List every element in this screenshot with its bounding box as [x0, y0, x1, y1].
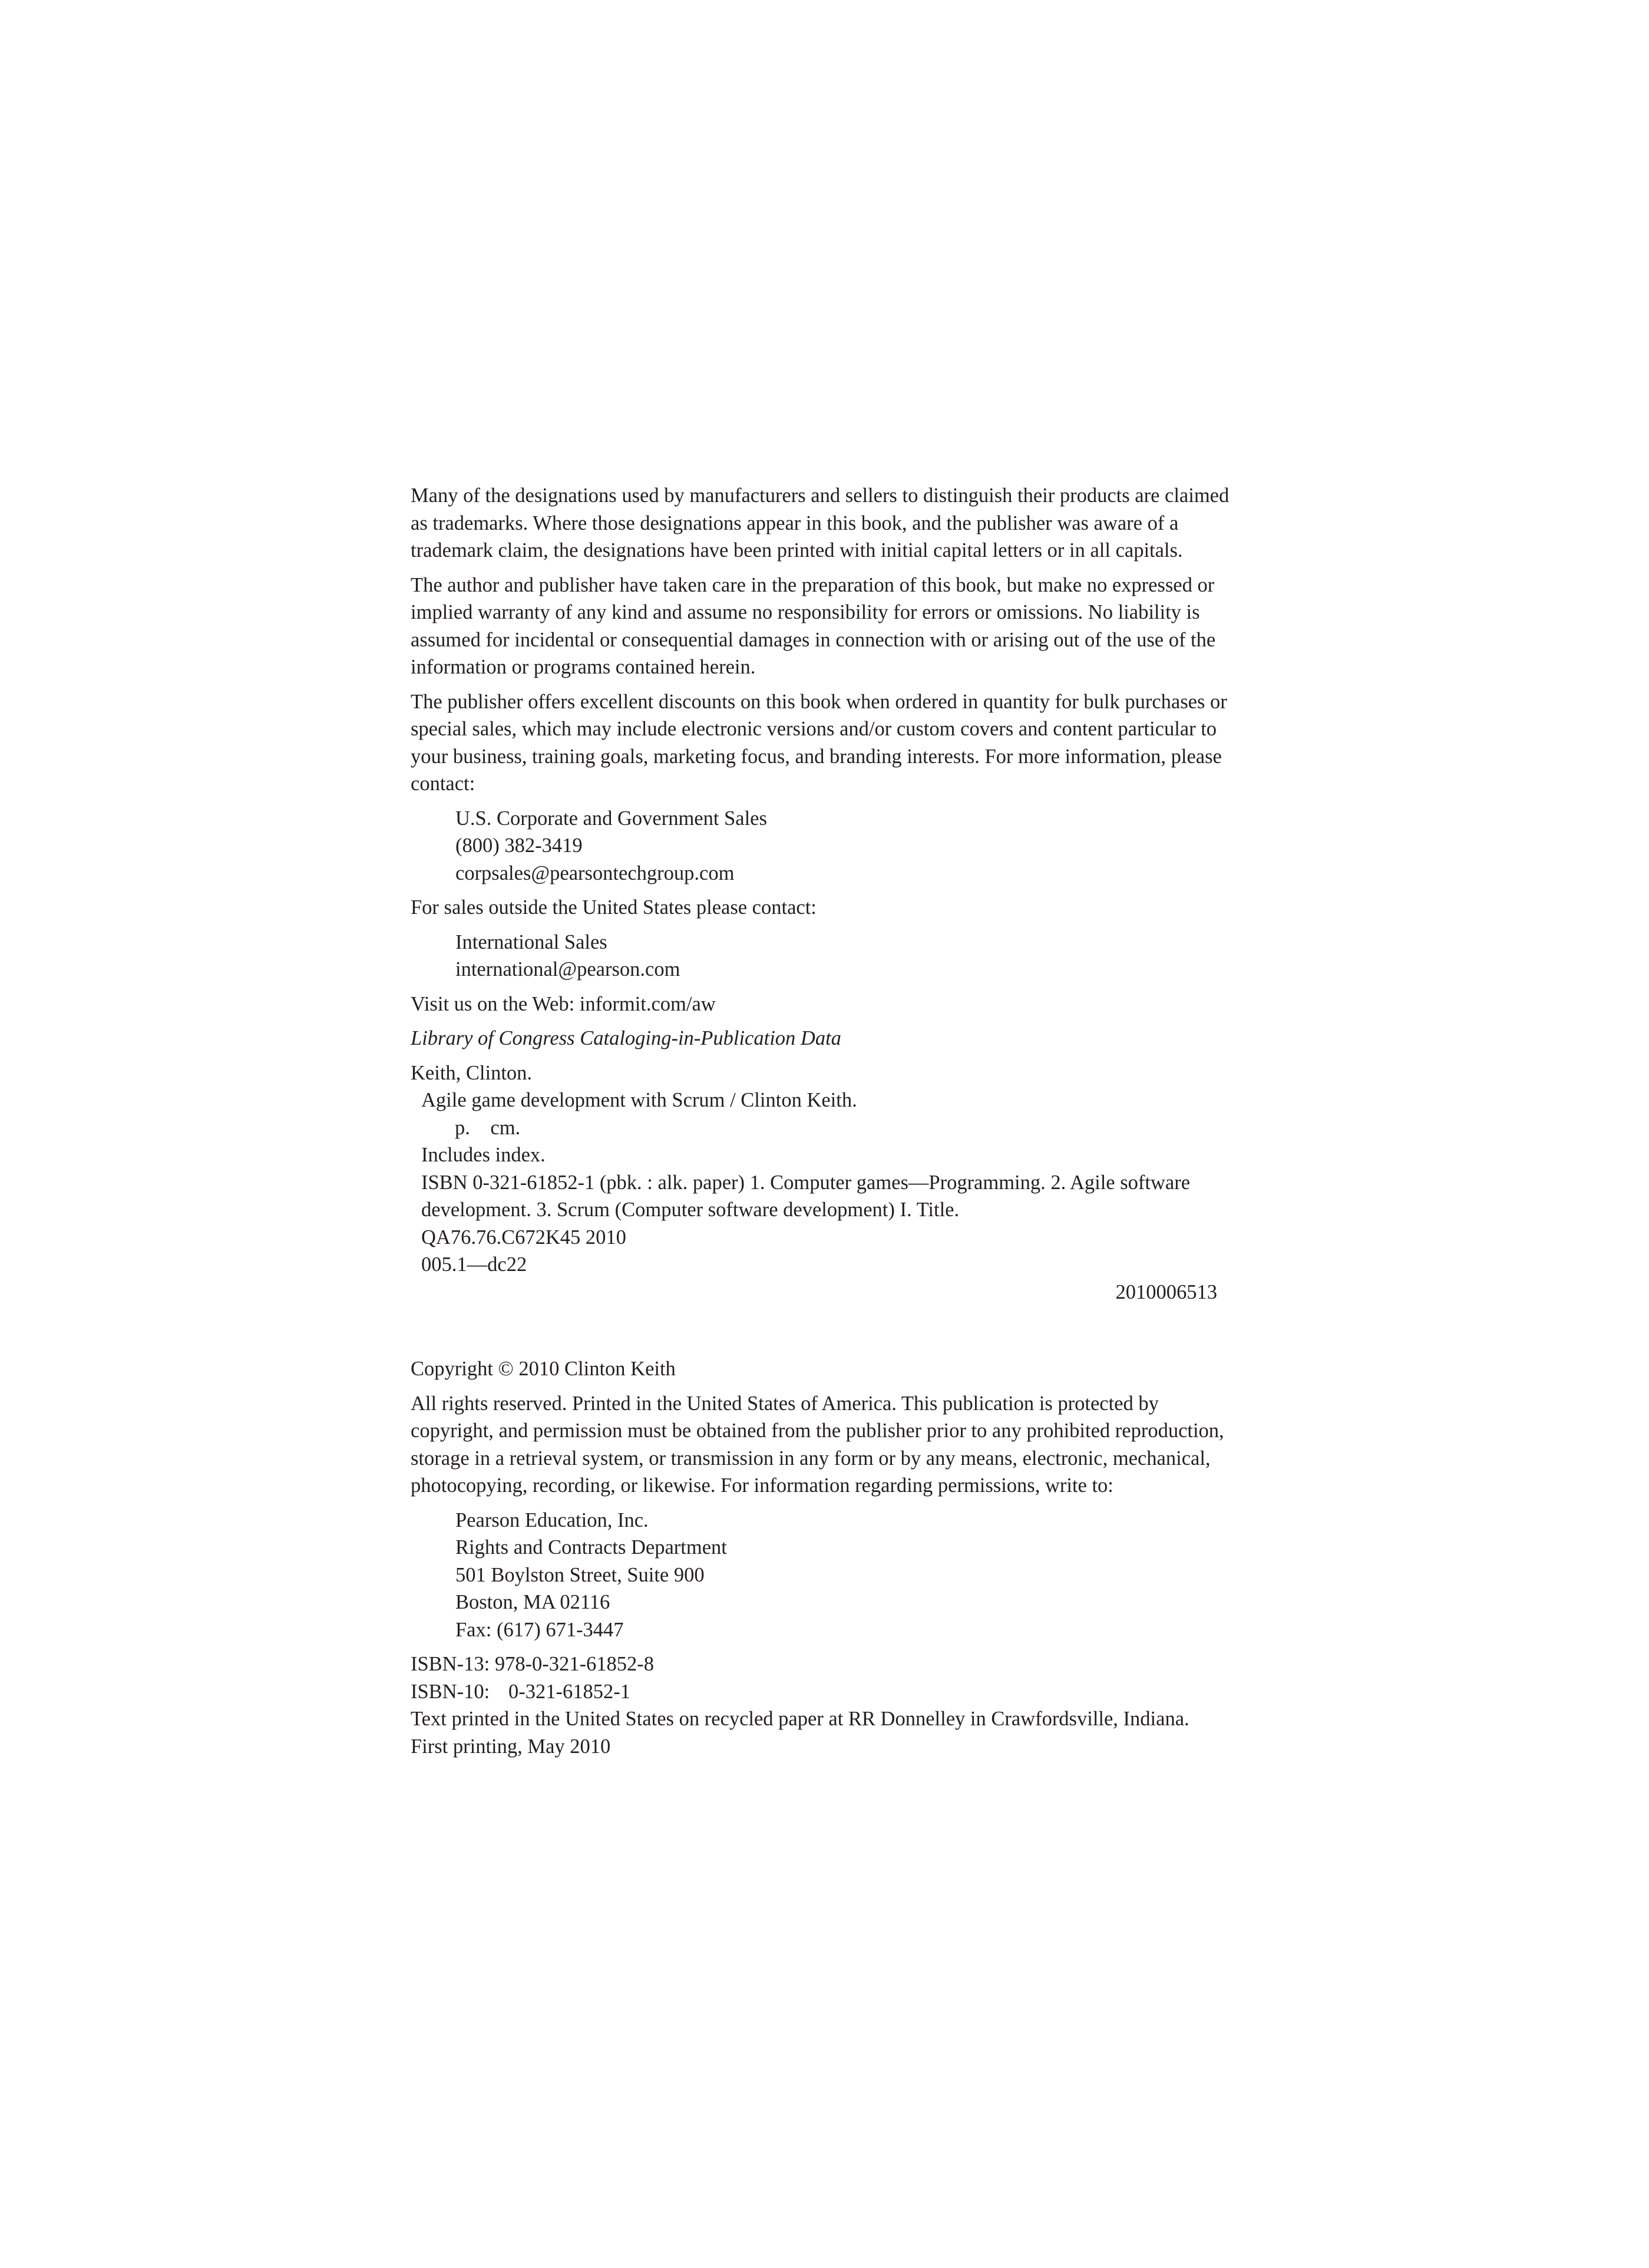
- us-sales-name: U.S. Corporate and Government Sales: [455, 807, 767, 830]
- isbn-10-line: [411, 1678, 1244, 1706]
- cip-includes: Includes index.: [421, 1144, 546, 1166]
- isbn-13-label: ISBN-13:: [411, 1653, 490, 1675]
- isbn-13-line: [411, 1650, 1244, 1678]
- rights-notice: All rights reserved. Printed in the United States of America. This publication is protected by copyright, and permission must be obtained from the publisher prior to any prohibited reproduction, storage in a retrieval system, or transmission in any form or by any means, electronic, mechanical, photocopying, recording, or likewise. For information regarding permissions, write to:: [411, 1392, 1224, 1497]
- isbn-10-label: ISBN-10:: [411, 1680, 490, 1703]
- isbn-13-value: 978-0-321-61852-8: [494, 1653, 655, 1675]
- copyright-page: [411, 482, 1244, 1760]
- cip-isbn-subjects: ISBN 0-321-61852-1 (pbk. : alk. paper) 1. Computer games—Programming. 2. Agile software development. 3. Scrum (Computer software development) I. Title.: [421, 1171, 1191, 1221]
- address-city: Boston, MA 02116: [455, 1591, 610, 1613]
- address-company: Pearson Education, Inc.: [455, 1508, 649, 1531]
- cip-call-number: QA76.76.C672K45 2010: [421, 1226, 626, 1249]
- isbn-10-value: 0-321-61852-1: [508, 1680, 630, 1703]
- cip-author: Keith, Clinton.: [411, 1061, 533, 1084]
- copyright-line: Copyright © 2010 Clinton Keith: [411, 1358, 676, 1380]
- discount-notice: The publisher offers excellent discounts on this book when ordered in quantity for bulk purchases or special sales, which may include electronic versions and/or custom covers and content particular to your business, training goals, marketing focus, and branding interests. For more information, please contact:: [411, 690, 1227, 795]
- address-street: 501 Boylston Street, Suite 900: [455, 1563, 705, 1586]
- cip-lccn: 2010006513: [1115, 1280, 1217, 1303]
- web-line: Visit us on the Web: informit.com/aw: [411, 992, 716, 1015]
- permissions-address: [411, 1507, 1244, 1644]
- cip-record: [411, 1059, 1244, 1279]
- us-sales-email: corpsales@pearsontechgroup.com: [455, 861, 735, 884]
- first-printing: First printing, May 2010: [411, 1735, 611, 1758]
- us-sales-phone: (800) 382-3419: [455, 834, 583, 857]
- cip-dewey: 005.1—dc22: [421, 1253, 527, 1276]
- address-department: Rights and Contracts Department: [455, 1536, 727, 1559]
- intl-sales-name: International Sales: [455, 930, 607, 953]
- printing-notice: Text printed in the United States on recycled paper at RR Donnelley in Crawfordsville, Indiana.: [411, 1708, 1189, 1730]
- warranty-notice: The author and publisher have taken care in the preparation of this book, but make no expressed or implied warranty of any kind and assume no responsibility for errors or omissions. No liability is assumed for incidental or consequential damages in connection with or arising out of the use of the information or programs contained herein.: [411, 573, 1216, 678]
- cip-pages: p. cm.: [455, 1116, 521, 1139]
- address-fax: Fax: (617) 671-3447: [455, 1618, 624, 1641]
- us-sales-contact: [411, 805, 1244, 887]
- cip-title: Agile game development with Scrum / Clinton Keith.: [421, 1089, 857, 1111]
- intl-sales-contact: [411, 929, 1244, 983]
- trademark-notice: Many of the designations used by manufacturers and sellers to distinguish their products are claimed as trademarks. Where those designations appear in this book, and the publisher was aware of a trademark claim, the designations have been printed with initial capital letters or in all capitals.: [411, 484, 1230, 562]
- intl-sales-email: international@pearson.com: [455, 958, 680, 981]
- cip-heading: Library of Congress Cataloging-in-Publication Data: [411, 1027, 841, 1049]
- intl-intro: For sales outside the United States please contact:: [411, 896, 817, 919]
